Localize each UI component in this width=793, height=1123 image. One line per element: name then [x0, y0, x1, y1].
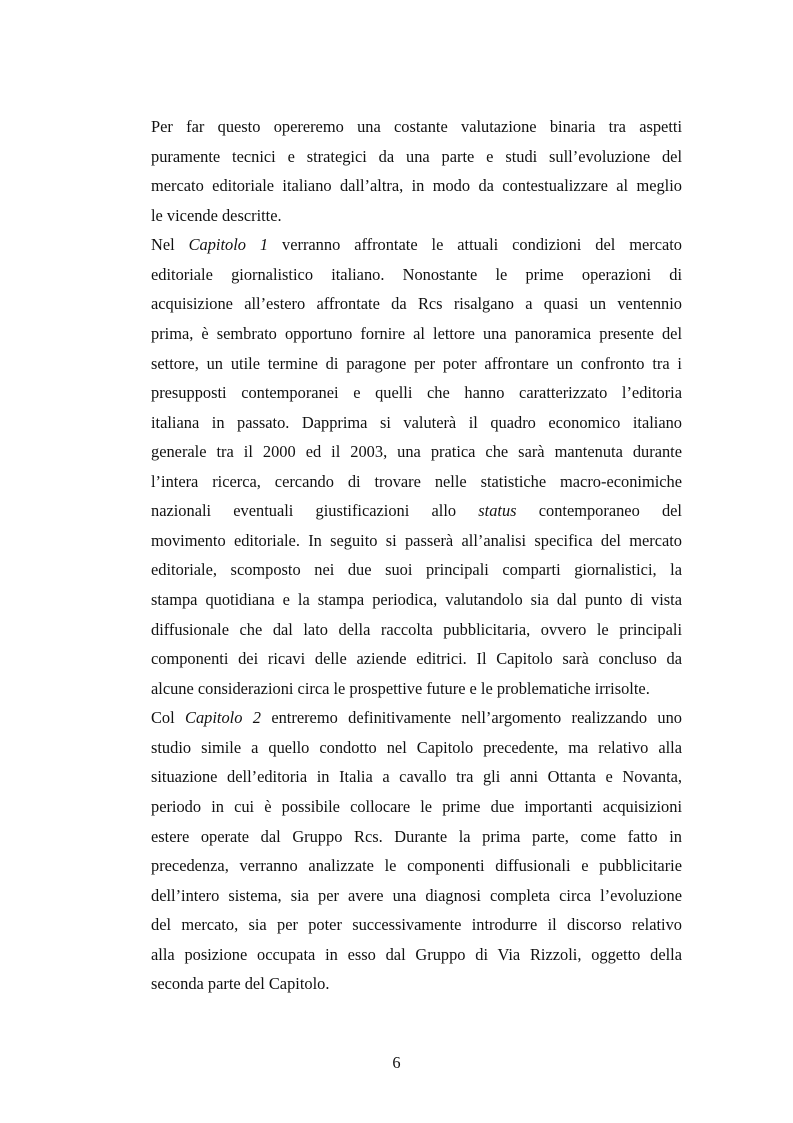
text-run: generale tra il 2000 ed il 2003, una pratica che sarà mantenuta durante [151, 442, 682, 462]
text-run: le vicende descritte. [151, 205, 282, 225]
text-run: contemporaneo del [516, 501, 682, 521]
text-line [151, 496, 682, 526]
text-line [151, 555, 682, 585]
text-line [151, 674, 682, 704]
text-run: Per far questo opereremo una costante valutazione binaria tra aspetti [151, 117, 682, 136]
text-line [151, 408, 682, 438]
text-run: editoriale, scomposto nei due suoi principali comparti giornalistici, la [151, 560, 682, 580]
text-line [151, 615, 682, 645]
text-line [151, 112, 682, 142]
text-line [151, 171, 682, 201]
text-line [151, 733, 682, 763]
text-line [151, 260, 682, 290]
text-line [151, 467, 682, 497]
text-run: del mercato, sia per poter successivamente introdurre il discorso relativo [151, 915, 682, 935]
text-run: diffusionale che dal lato della raccolta pubblicitaria, ovvero le principali [151, 619, 682, 639]
text-line [151, 585, 682, 615]
text-line [151, 851, 682, 881]
text-run: l’intera ricerca, cercando di trovare nelle statistiche macro-econimiche [151, 471, 682, 491]
text-line [151, 969, 682, 999]
text-line [151, 526, 682, 556]
text-run: studio simile a quello condotto nel Capitolo precedente, ma relativo alla [151, 737, 682, 757]
text-run: entreremo definitivamente nell’argomento realizzando uno [260, 708, 682, 728]
text-run: dell’intero sistema, sia per avere una diagnosi completa circa l’evoluzione [151, 885, 682, 905]
text-run: componenti dei ricavi delle aziende editrici. Il Capitolo sarà concluso da [151, 649, 682, 669]
text-run: nazionali eventuali giustificazioni allo [151, 501, 479, 521]
text-run: mercato editoriale italiano dall’altra, in modo da contestualizzare al meglio [151, 176, 682, 196]
text-line [151, 644, 682, 674]
text-line [151, 142, 682, 172]
text-run: italiana in passato. Dapprima si valuterà il quadro economico italiano [151, 412, 682, 432]
text-line [151, 762, 682, 792]
text-line [151, 703, 682, 733]
text-line [151, 201, 682, 231]
text-run: alla posizione occupata in esso dal Gruppo di Via Rizzoli, oggetto della [151, 944, 682, 964]
text-run: prima, è sembrato opportuno fornire al lettore una panoramica presente del [151, 323, 682, 343]
text-line [151, 881, 682, 911]
text-line [151, 822, 682, 852]
text-line [151, 910, 682, 940]
body-text [151, 112, 682, 999]
text-run: Col [151, 708, 186, 728]
text-run: periodo in cui è possibile collocare le prime due importanti acquisizioni [151, 796, 682, 816]
italic-text: Capitolo 2 [185, 708, 261, 728]
page-number: 6 [392, 1053, 401, 1072]
paragraph [151, 230, 682, 703]
text-run: stampa quotidiana e la stampa periodica, valutandolo sia dal punto di vista [151, 590, 682, 609]
text-line [151, 378, 682, 408]
text-line [151, 230, 682, 260]
text-run: alcune considerazioni circa le prospettive future e le problematiche irrisolte. [151, 678, 650, 698]
text-line [151, 437, 682, 467]
text-run: acquisizione all’estero affrontate da Rcs risalgano a quasi un ventennio [151, 294, 682, 314]
text-line [151, 349, 682, 379]
text-run: verranno affrontate le attuali condizioni del mercato [268, 235, 682, 255]
paragraph [151, 703, 682, 999]
text-line [151, 940, 682, 970]
text-line [151, 289, 682, 319]
text-run: editoriale giornalistico italiano. Nonostante le prime operazioni di [151, 264, 682, 284]
text-run: estere operate dal Gruppo Rcs. Durante la prima parte, come fatto in [151, 826, 682, 846]
italic-text: Capitolo 1 [188, 235, 269, 255]
paragraph [151, 112, 682, 230]
text-line [151, 792, 682, 822]
italic-text: status [478, 501, 517, 521]
text-run: Nel [151, 235, 189, 255]
text-line [151, 319, 682, 349]
text-run: movimento editoriale. In seguito si passerà all’analisi specifica del mercato [151, 530, 682, 550]
text-run: precedenza, verranno analizzate le componenti diffusionali e pubblicitarie [151, 856, 682, 876]
text-run: situazione dell’editoria in Italia a cavallo tra gli anni Ottanta e Novanta, [151, 767, 682, 787]
text-run: settore, un utile termine di paragone per poter affrontare un confronto tra i [151, 353, 682, 373]
text-run: puramente tecnici e strategici da una parte e studi sull’evoluzione del [151, 146, 682, 166]
text-run: seconda parte del Capitolo. [151, 974, 330, 994]
text-run: presupposti contemporanei e quelli che hanno caratterizzato l’editoria [151, 383, 682, 403]
